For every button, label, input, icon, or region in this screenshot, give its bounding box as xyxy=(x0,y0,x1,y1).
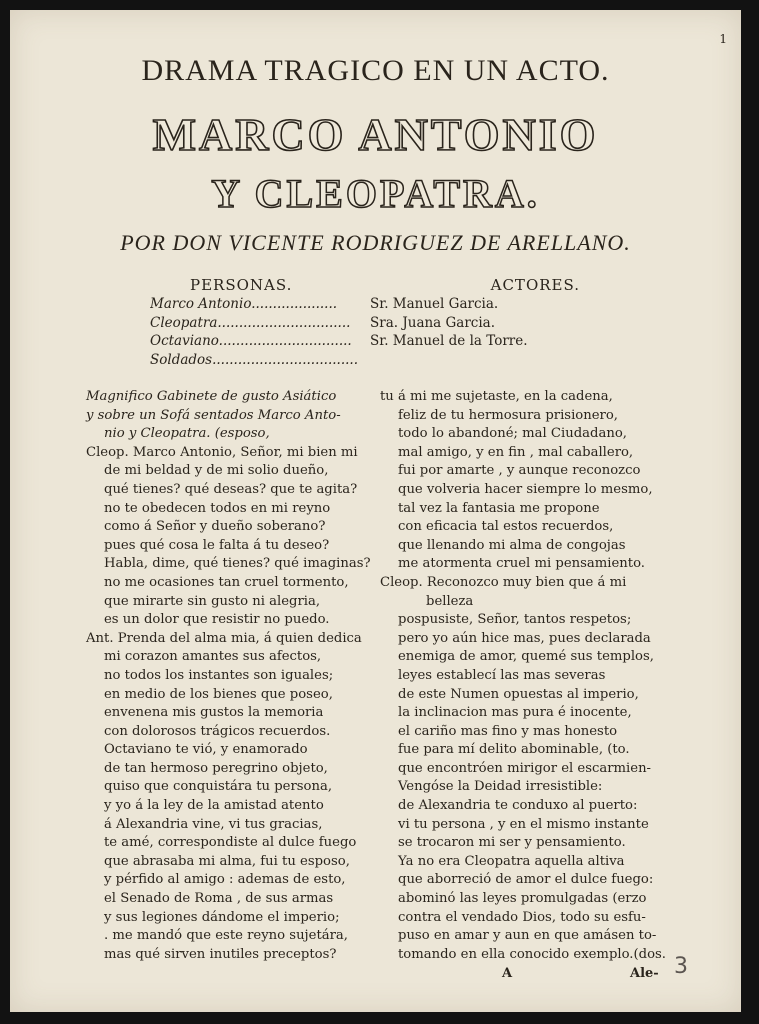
text-line: mal amigo, y en fin , mal caballero, xyxy=(398,444,634,460)
text-line: de este Numen opuestas al imperio, xyxy=(398,686,639,702)
text-line: pero yo aún hice mas, pues declarada xyxy=(398,630,651,646)
signature-mark: A xyxy=(502,966,513,981)
text-line: enemiga de amor, quemé sus templos, xyxy=(398,649,654,665)
text-line: y yo á la ley de la amistad atento xyxy=(104,798,324,814)
cast-row xyxy=(150,333,580,352)
text-line: no me ocasiones tan cruel tormento, xyxy=(104,574,349,590)
text-line: que llenando mi alma de congojas xyxy=(398,537,626,553)
text-line: Ya no era Cleopatra aquella altiva xyxy=(398,853,625,869)
text-line: como á Señor y dueño soberano? xyxy=(104,519,326,535)
text-line: no te obedecen todos en mi reyno xyxy=(104,500,331,516)
cast-actor: Sr. Manuel de la Torre. xyxy=(370,333,528,349)
personas-label: PERSONAS. xyxy=(190,276,293,294)
text-line: pospusiste, Señor, tantos respetos; xyxy=(398,612,632,628)
actores-label: ACTORES. xyxy=(490,276,580,294)
text-line: me atormenta cruel mi pensamiento. xyxy=(398,556,645,572)
right-text-column xyxy=(380,388,690,964)
text-line: Vengóse la Deidad irresistible: xyxy=(398,779,603,795)
text-line: envenena mis gustos la memoria xyxy=(104,705,324,721)
play-title: MARCO ANTONIO xyxy=(152,109,599,160)
left-text-column xyxy=(86,388,386,964)
text-line: la inclinacion mas pura é inocente, xyxy=(398,705,632,721)
text-line: en medio de los bienes que poseo, xyxy=(104,686,333,702)
page-number: 1 xyxy=(719,32,727,46)
catchword: Ale- xyxy=(630,966,659,981)
text-line: contra el vendado Dios, todo su esfu- xyxy=(398,909,646,925)
text-line: feliz de tu hermosura prisionero, xyxy=(398,407,618,423)
author-line: POR DON VICENTE RODRIGUEZ DE ARELLANO. xyxy=(120,230,631,255)
text-line: que mirarte sin gusto ni alegria, xyxy=(104,593,321,609)
text-line: todo lo abandoné; mal Ciudadano, xyxy=(398,426,627,442)
text-line: mi corazon amantes sus afectos, xyxy=(104,649,322,665)
text-line: te amé, correspondiste al dulce fuego xyxy=(104,835,357,851)
text-line: . me mandó que este reyno sujetára, xyxy=(104,928,348,944)
text-line: que aborreció de amor el dulce fuego: xyxy=(398,872,654,888)
text-line: y sobre un Sofá sentados Marco Anto- xyxy=(86,407,341,423)
text-line: Cleop. Marco Antonio, Señor, mi bien mi xyxy=(86,444,358,460)
text-line: fui por amarte , y aunque reconozco xyxy=(398,463,641,479)
text-line: no todos los instantes son iguales; xyxy=(104,667,334,683)
margin-annotation: 3 xyxy=(674,954,688,979)
text-line: tal vez la fantasia me propone xyxy=(398,500,600,516)
text-line: tomando en ella conocido exemplo.(dos. xyxy=(398,946,666,962)
cast-actor: Sr. Manuel Garcia. xyxy=(370,296,499,312)
cast-actor: Sra. Juana Garcia. xyxy=(370,314,496,331)
text-line: Cleop. Reconozco muy bien que á mi xyxy=(380,574,627,590)
document-page xyxy=(10,10,741,1012)
text-line: el cariño mas fino y mas honesto xyxy=(398,723,618,739)
text-line: que abrasaba mi alma, fui tu esposo, xyxy=(104,853,350,869)
text-line: belleza xyxy=(426,593,474,609)
text-line: con eficacia tal estos recuerdos, xyxy=(398,519,614,535)
text-line: nio y Cleopatra. (esposo, xyxy=(104,426,270,442)
cast-role: Marco Antonio.................... xyxy=(150,296,338,312)
text-line: y sus legiones dándome el imperio; xyxy=(104,909,340,925)
text-line: quiso que conquistára tu persona, xyxy=(104,779,333,795)
text-line: se trocaron mi ser y pensamiento. xyxy=(398,835,626,851)
play-subtitle: Y CLEOPATRA. xyxy=(211,171,540,216)
text-line: con dolorosos trágicos recuerdos. xyxy=(104,723,331,739)
text-line: á Alexandria vine, vi tus gracias, xyxy=(104,816,323,832)
text-line: fue para mí delito abominable, (to. xyxy=(398,742,630,758)
text-line: de mi beldad y de mi solio dueño, xyxy=(104,463,329,479)
text-line: Magnifico Gabinete de gusto Asiático xyxy=(86,389,337,404)
text-line: puso en amar y aun en que amásen to- xyxy=(398,928,657,944)
cast-role: Cleopatra............................... xyxy=(150,314,351,331)
text-line: abominó las leyes promulgadas (erzo xyxy=(398,891,647,907)
text-line: pues qué cosa le falta á tu deseo? xyxy=(104,537,330,553)
cast-row xyxy=(150,315,580,334)
text-line: de tan hermoso peregrino objeto, xyxy=(104,760,328,776)
text-line: es un dolor que resistir no puedo. xyxy=(104,612,330,628)
cast-list xyxy=(150,276,580,370)
cast-row xyxy=(150,352,580,371)
cast-role: Octaviano............................... xyxy=(150,333,352,349)
text-line: el Senado de Roma , de sus armas xyxy=(104,891,334,907)
text-line: Habla, dime, qué tienes? qué imaginas? xyxy=(104,556,371,572)
text-line: leyes establecí las mas severas xyxy=(398,667,606,683)
text-line: y pérfido al amigo : ademas de esto, xyxy=(104,872,346,888)
text-line: tu á mi me sujetaste, en la cadena, xyxy=(380,389,613,404)
drama-heading: DRAMA TRAGICO EN UN ACTO. xyxy=(141,54,610,87)
text-line: que volveria hacer siempre lo mesmo, xyxy=(398,481,653,497)
text-line: que encontróen mirigor el escarmien- xyxy=(398,760,652,776)
cast-role: Soldados.................................. xyxy=(150,351,358,368)
text-line: Ant. Prenda del alma mia, á quien dedica xyxy=(86,630,362,646)
text-line: mas qué sirven inutiles preceptos? xyxy=(104,946,337,962)
cast-header xyxy=(150,276,580,294)
cast-row xyxy=(150,296,580,315)
text-line: vi tu persona , y en el mismo instante xyxy=(398,816,649,832)
text-line: qué tienes? qué deseas? que te agita? xyxy=(104,481,358,497)
text-line: Octaviano te vió, y enamorado xyxy=(104,742,308,758)
text-line: de Alexandria te conduxo al puerto: xyxy=(398,798,638,814)
